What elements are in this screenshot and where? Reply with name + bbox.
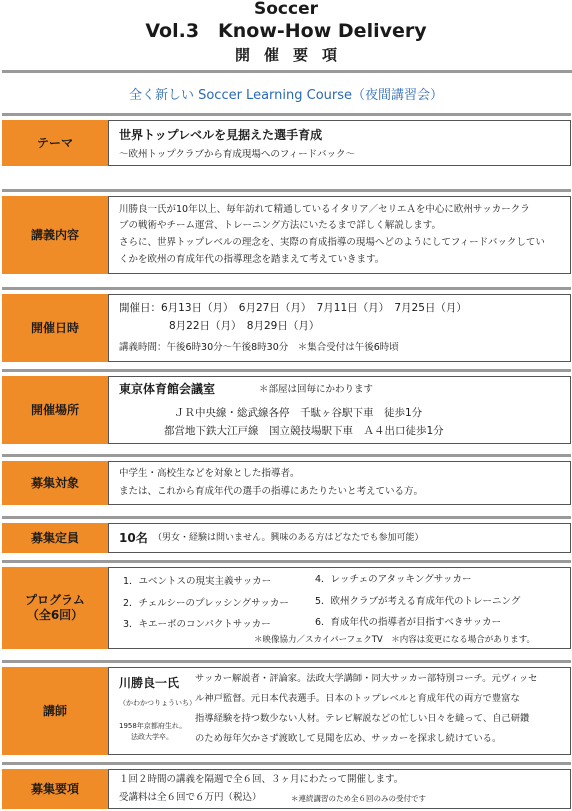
- content-line: 川勝良一氏が10年以上、毎年訪れて精通しているイタリア／セリエＡを中心に欧州サッカークラ: [119, 204, 530, 215]
- dates-label: 開催日時: [2, 294, 108, 362]
- title-outline: 開催要項: [234, 46, 351, 64]
- section-divider: [2, 660, 571, 663]
- section-content: [2, 196, 571, 274]
- lecturer-bio: 法政大学卒。: [131, 733, 173, 741]
- venue-access-subway: 都営地下鉄大江戸線 国立競技場駅下車 Ａ４出口徒歩1分: [164, 425, 444, 437]
- content-line: ブの戦術やチーム運営、トレーニング方法にいたるまで詳しく解説します。: [119, 220, 442, 231]
- dates-content: [108, 294, 571, 362]
- section-recruit: [2, 769, 571, 809]
- section-divider: [2, 189, 571, 192]
- venue-note: ＊部屋は回毎にかわります: [259, 384, 374, 395]
- section-dates: [2, 294, 571, 362]
- section-lecturer: [2, 667, 571, 755]
- dates-line2: 8月22日（月） 8月29日（月）: [169, 320, 320, 332]
- theme-subtitle: 〜欧州トップクラブから育成現場へのフィードバック〜: [119, 149, 355, 160]
- venue-access-jr: ＪＲ中央線・総武線各停 千駄ヶ谷駅下車 徒歩1分: [174, 407, 423, 419]
- theme-content: [108, 120, 571, 166]
- lecturer-bio: 1958年京都府生れ。: [119, 722, 187, 730]
- lecturer-content: [108, 667, 571, 755]
- program-item: 3．キエーボのコンパクトサッカー: [123, 619, 271, 630]
- section-divider: [2, 287, 571, 290]
- lecturer-profile-line: 指導経験を持つ数少ない人材。テレビ解説などの忙しい日々を縫って、自己研鑽: [195, 713, 530, 724]
- venue-content: [108, 376, 571, 444]
- venue-name: 東京体育館会議室: [119, 382, 216, 396]
- target-content: [108, 461, 571, 505]
- program-item: 2．チェルシーのプレッシングサッカー: [123, 598, 289, 609]
- header-divider: [2, 70, 572, 73]
- section-divider: [2, 560, 571, 563]
- target-label: 募集対象: [2, 461, 108, 505]
- program-item: 6．育成年代の指導者が目指すべきサッカー: [315, 617, 502, 628]
- target-line1: 中学生・高校生などを対象とした指導者。: [119, 468, 300, 479]
- capacity-content: [108, 523, 571, 553]
- recruit-line1: １回２時間の講義を隔週で全６回、３ヶ月にわたって開催します。: [119, 774, 404, 785]
- content-body: [108, 196, 571, 274]
- section-venue: [2, 376, 571, 444]
- section-divider: [2, 454, 571, 457]
- program-item: 4．レッチェのアタッキングサッカー: [315, 574, 472, 585]
- title-soccer: Soccer: [254, 0, 318, 19]
- content-line: くかを欧州の育成年代の指導理念を踏まえて考えていきます。: [119, 254, 385, 265]
- capacity-note: （男女・経験は問いません。興味のある方はどなたでも参加可能）: [153, 533, 424, 543]
- venue-label: 開催場所: [2, 376, 108, 444]
- recruit-content: [108, 769, 571, 809]
- recruit-label: 募集要項: [2, 769, 108, 809]
- section-divider: [2, 516, 571, 519]
- program-item: 1．ユベントスの現実主義サッカー: [123, 576, 272, 587]
- section-divider: [2, 762, 571, 765]
- lecture-time: 講義時間：午後6時30分〜午後8時30分 ＊集合受付は午後6時頃: [119, 342, 399, 353]
- lecturer-label: 講師: [2, 667, 108, 755]
- lecturer-profile-line: のため毎年欠かさず渡欧して見聞を広め、サッカーを探求し続けている。: [195, 733, 502, 744]
- target-line2: または、これから育成年代の選手の指導にあたりたいと考えている方。: [119, 486, 424, 497]
- program-note: ＊映像協力／スカイパーフェクTV ＊内容は変更になる場合があります。: [254, 635, 536, 645]
- capacity-label: 募集定員: [2, 523, 108, 553]
- course-subtitle: 全く新しい Soccer Learning Course（夜間講習会）: [128, 88, 444, 103]
- section-divider: [2, 113, 571, 116]
- dates-line1: 開催日：6月13日（月） 6月27日（月） 7月11日（月） 7月25日（月）: [119, 302, 467, 314]
- section-capacity: [2, 523, 571, 553]
- section-program: [2, 567, 571, 649]
- theme-title: 世界トップレベルを見据えた選手育成: [119, 128, 323, 142]
- content-line: さらに、世界トップレベルの理念を、実際の育成指導の現場へどのようにしてフィードバックしてい: [119, 237, 545, 248]
- section-target: [2, 461, 571, 505]
- content-label: 講義内容: [2, 196, 108, 274]
- lecturer-profile-line: サッカー解説者・評論家。法政大学講師・同大サッカー部特別コーチ。元ヴィッセ: [195, 673, 538, 684]
- lecturer-name: 川勝良一氏: [119, 676, 180, 690]
- title-volume: Vol.3 Know-How Delivery: [145, 20, 427, 42]
- program-item: 5．欧州クラブが考える育成年代のトレーニング: [315, 596, 521, 607]
- recruit-line2: 受講料は全６回で６万円（税込）: [119, 792, 262, 803]
- lecturer-profile-line: ル神戸監督。元日本代表選手。日本のトップレベルと育成年代の両方で豊富な: [195, 693, 520, 704]
- program-label: プログラム （全6回）: [2, 567, 108, 649]
- section-divider: [2, 369, 571, 372]
- recruit-note: ＊連続講習のため全６回のみの受付です: [291, 794, 426, 803]
- program-content: [108, 567, 571, 649]
- theme-label: テーマ: [2, 120, 108, 166]
- capacity-count: 10名: [119, 531, 148, 545]
- section-theme: [2, 120, 571, 166]
- lecturer-reading: （かわかつりょういち）: [119, 699, 196, 707]
